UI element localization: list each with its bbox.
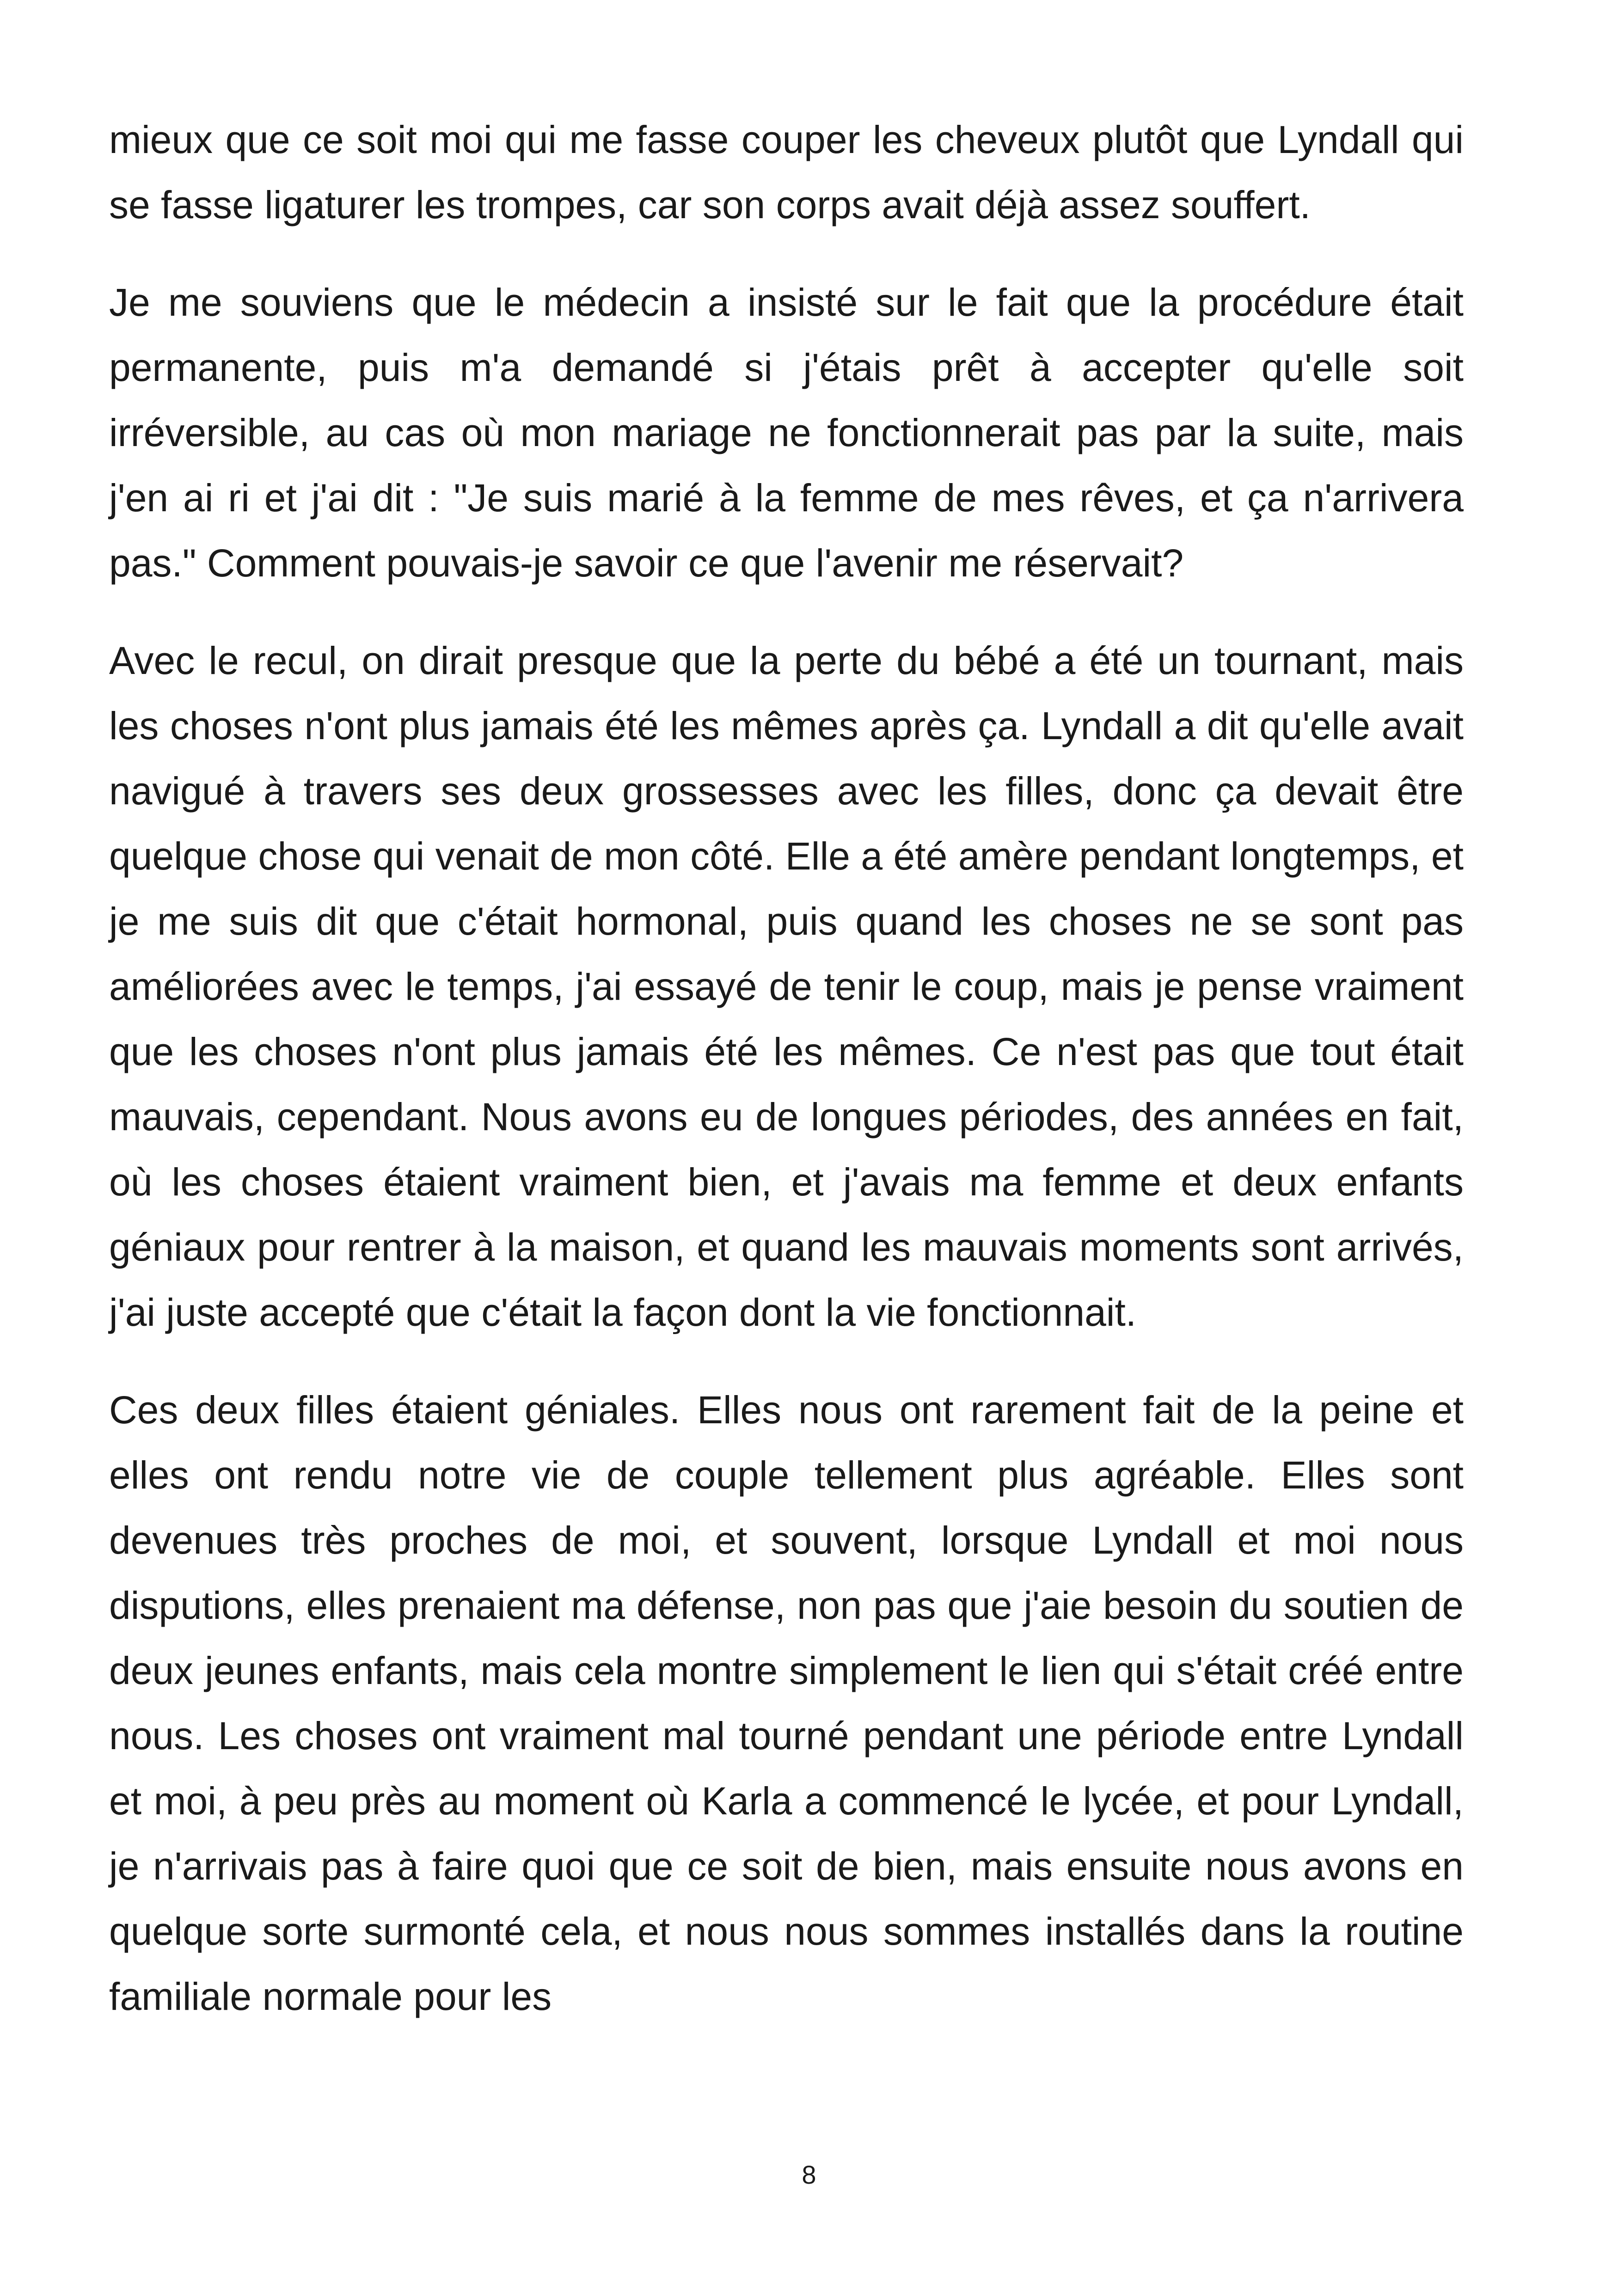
- page-number: 8: [802, 2160, 816, 2189]
- paragraph-4: Ces deux filles étaient géniales. Elles nous ont rarement fait de la peine et elles ont rendu notre vie de couple tellement plus agréable. Elles sont devenues très proches de moi, et souvent, lorsque Lyndall et moi nous disputions, elles prenaient ma défense, non pas que j'aie besoin du soutien de deux jeunes enfants, mais cela montre simplement le lien qui s'était créé entre nous. Les choses ont vraiment mal tourné pendant une période entre Lyndall et moi, à peu près au moment où Karla a commencé le lycée, et pour Lyndall, je n'arrivais pas à faire quoi que ce soit de bien, mais ensuite nous avons en quelque sorte surmonté cela, et nous nous sommes installés dans la routine familiale normale pour les: [109, 1388, 1464, 2018]
- paragraph-2: Je me souviens que le médecin a insisté sur le fait que la procédure était permanente, puis m'a demandé si j'étais prêt à accepter qu'elle soit irréversible, au cas où mon mariage ne fonctionnerait pas par la suite, mais j'en ai ri et j'ai dit : "Je suis marié à la femme de mes rêves, et ça n'arrivera pas." Comment pouvais-je savoir ce que l'avenir me réservait?: [109, 281, 1464, 585]
- body-text: [109, 107, 1464, 2029]
- paragraph-1: mieux que ce soit moi qui me fasse couper les cheveux plutôt que Lyndall qui se fasse ligaturer les trompes, car son corps avait déjà assez souffert.: [109, 118, 1464, 227]
- paragraph-3: Avec le recul, on dirait presque que la perte du bébé a été un tournant, mais les choses n'ont plus jamais été les mêmes après ça. Lyndall a dit qu'elle avait navigué à travers ses deux grossesses avec les filles, donc ça devait être quelque chose qui venait de mon côté. Elle a été amère pendant longtemps, et je me suis dit que c'était hormonal, puis quand les choses ne se sont pas améliorées avec le temps, j'ai essayé de tenir le coup, mais je pense vraiment que les choses n'ont plus jamais été les mêmes. Ce n'est pas que tout était mauvais, cependant. Nous avons eu de longues périodes, des années en fait, où les choses étaient vraiment bien, et j'avais ma femme et deux enfants géniaux pour rentrer à la maison, et quand les mauvais moments sont arrivés, j'ai juste accepté que c'était la façon dont la vie fonctionnait.: [109, 639, 1464, 1334]
